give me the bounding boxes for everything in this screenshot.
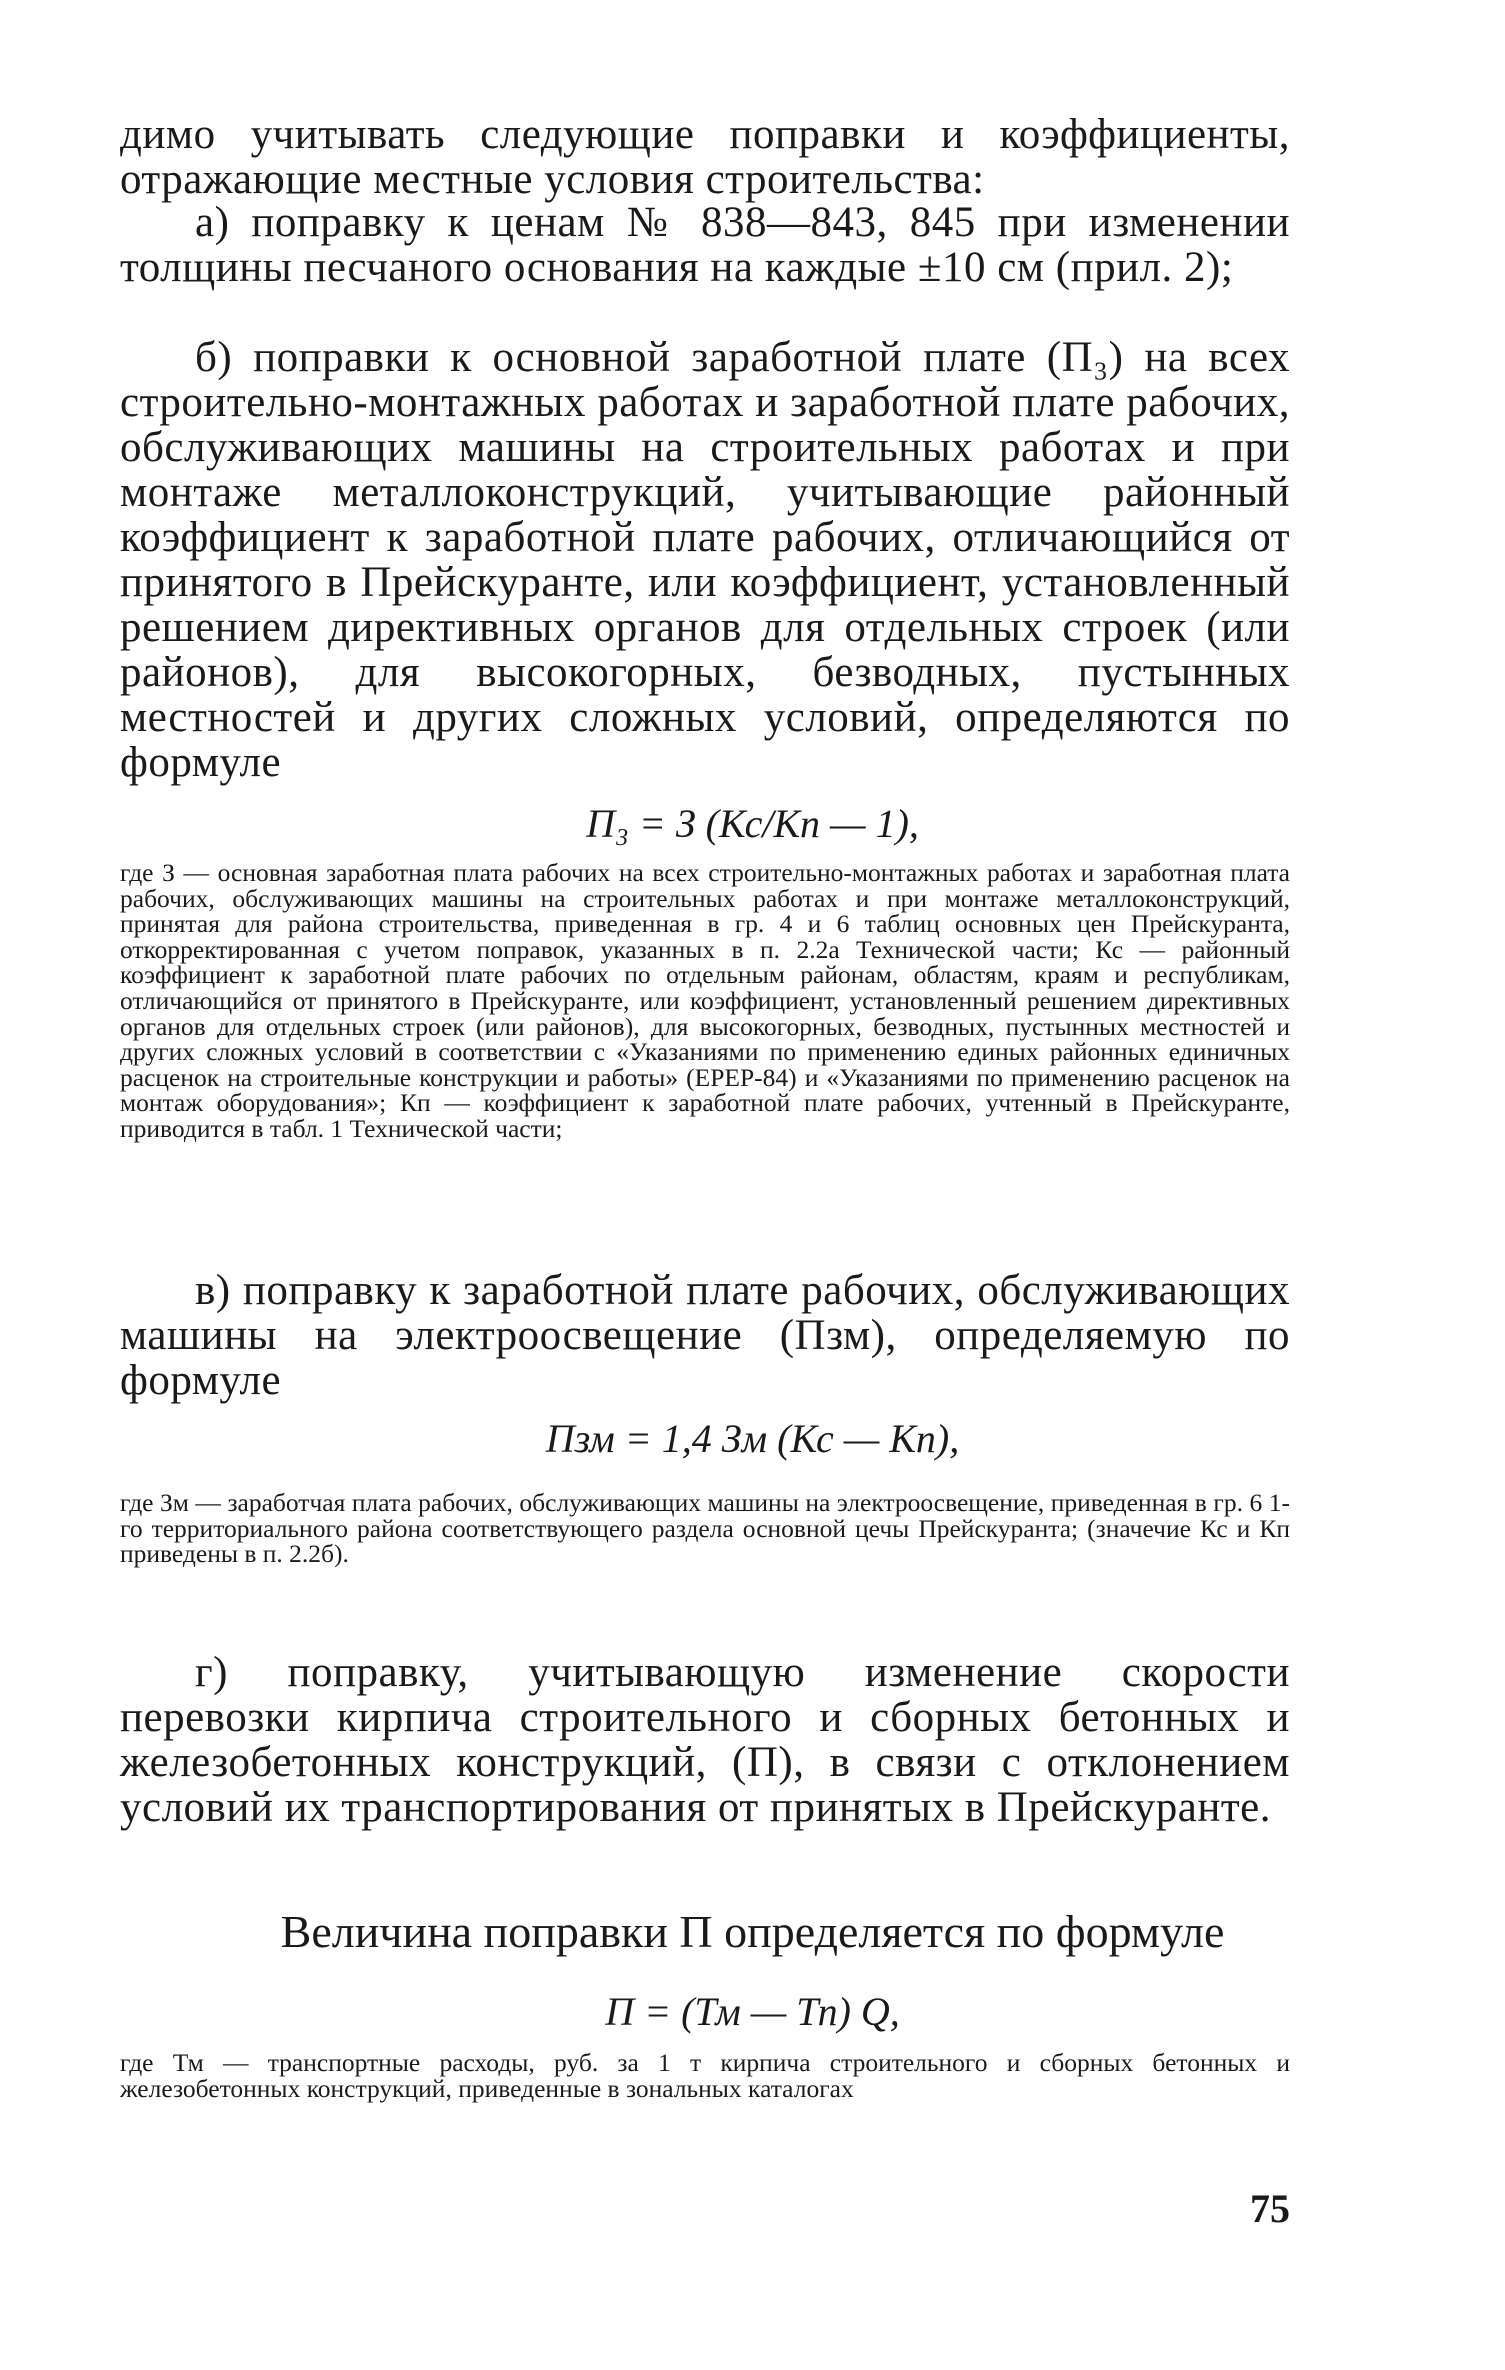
- item-v-paragraph: в) поправку к заработной плате рабочих, обслуживающих машины на электроосвещение (Пзм), определяемую по формуле: [120, 1267, 1290, 1404]
- formula-p3-explanation: где З — основная заработная плата рабочих на всех строительно-монтажных работах и заработная плата рабочих, обслуживающих машины на строительных работах и при монтаже металлоконструкций, принятая для района строительства, приведенная в гр. 4 и 6 таблиц основных цен Прейскуранта, откорректированная с учетом поправок, указанных в п. 2.2а Технической части; Кс — районный коэффициент к заработной плате рабочих по отдельным районам, областям, краям и республикам, отличающийся от принятого в Прейскуранте, или коэффициент, установленный решением директивных органов для отдельных строек (или районов), для высокогорных, безводных, пустынных местностей и других сложных условий в соответствии с «Указаниями по применению единых районных единичных расценок на строительные конструкции и работы» (ЕРЕР-84) и «Указаниями по применению расценок на монтаж оборудования»; Кп — коэффициент к заработной плате рабочих, учтенный в Прейскуранте, приводится в табл. 1 Технической части;: [120, 858, 1290, 1143]
- formula-p-explanation: где Тм — транспортные расходы, руб. за 1 т кирпича строительного и сборных бетонных и железобетонных конструкций, приведенные в зональных каталогах: [120, 2048, 1290, 2103]
- page-number: 75: [1250, 2186, 1290, 2231]
- intro-paragraph: димо учитывать следующие поправки и коэффициенты, отражающие местные условия строительства:: [120, 111, 1290, 203]
- formula-p: П = (Тм — Тп) Q,: [605, 1989, 900, 2034]
- item-a-paragraph: а) поправку к ценам № 838—843, 845 при изменении толщины песчаного основания на каждые ±10 см (прил. 2);: [120, 199, 1290, 291]
- formula-pzm: Пзм = 1,4 Зм (Кс — Кп),: [545, 1416, 960, 1461]
- item-b-paragraph: б) поправки к основной заработной плате (П₃) на всех строительно-монтажных работах и заработной плате рабочих, обслуживающих машины на строительных работах и при монтаже металлоконструкций, учитывающие районный коэффициент к заработной плате рабочих, отличающийся от принятого в Прейскуранте, или коэффициент, установленный решением директивных органов для отдельных строек (или районов), для высокогорных, безводных, пустынных местностей и других сложных условий, определяются по формуле: [120, 334, 1290, 786]
- section-heading: Величина поправки П определяется по формуле: [280, 1906, 1225, 1957]
- formula-p3: П₃ = З (Кс/Кп — 1),: [586, 801, 919, 846]
- formula-pzm-explanation: где Зм — заработчая плата рабочих, обслуживающих машины на электроосвещение, приведенная в гр. 6 1-го территориального района соответствующего раздела основной цечы Прейскуранта; (значечие Кс и Кп приведены в п. 2.2б).: [120, 1488, 1290, 1569]
- item-g-paragraph: г) поправку, учитывающую изменение скорости перевозки кирпича строительного и сборных бетонных и железобетонных конструкций, (П), в связи с отклонением условий их транспортирования от принятых в Прейскуранте.: [120, 1649, 1290, 1831]
